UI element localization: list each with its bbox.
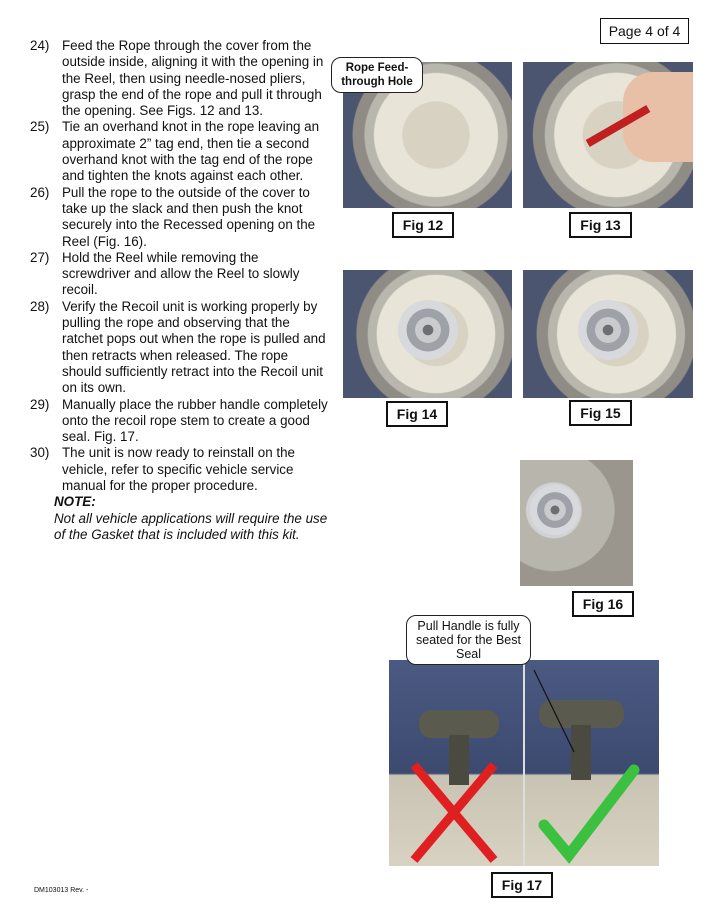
step-number: 30) (30, 445, 50, 461)
document-footer: DM103013 Rev. - (34, 887, 89, 894)
step-text: Verify the Recoil unit is working properly by pulling the rope and observing that the ratchet pops out when the rope is pulled and then retracts when released. The rope should sufficiently retract into the Recoil unit on its own. (62, 298, 326, 396)
fig12-label: Fig 12 (392, 212, 454, 238)
page-indicator: Page 4 of 4 (600, 18, 689, 44)
step-text: Manually place the rubber handle completely onto the recoil rope stem to create a good seal. Fig. 17. (62, 396, 328, 445)
step-27 (30, 250, 330, 299)
step-number: 24) (30, 38, 50, 53)
check-mark-icon (544, 770, 634, 855)
note-text: Not all vehicle applications will require the use of the Gasket that is included with this kit. (54, 510, 328, 542)
step-26 (30, 185, 330, 250)
step-number: 26) (30, 184, 50, 200)
step-text: Hold the Reel while removing the screwdriver and allow the Reel to slowly recoil. (62, 249, 300, 298)
fig15-photo (523, 270, 693, 398)
fig13-label: Fig 13 (569, 212, 632, 238)
step-25 (30, 119, 330, 184)
step-text: Tie an overhand knot in the rope leaving an approximate 2” tag end, then tie a second overhand knot with the tag end of the rope and tighten the knots against each other. (62, 119, 320, 184)
step-30 (30, 445, 330, 494)
step-number: 27) (30, 249, 50, 265)
note (54, 494, 330, 543)
instruction-steps (30, 38, 330, 543)
step-text: Pull the rope to the outside of the cover to take up the slack and then push the knot securely into the Recessed opening on the Reel (Fig. 16). (62, 184, 316, 249)
step-number: 28) (30, 298, 50, 314)
step-24 (30, 38, 330, 119)
fig13-photo (523, 62, 693, 208)
step-29 (30, 397, 330, 446)
step-28 (30, 299, 330, 397)
cross-mark-icon (389, 660, 659, 866)
pull-handle-callout: Pull Handle is fully seated for the Best Seal (406, 615, 531, 665)
step-text: Feed the Rope through the cover from the outside inside, aligning it with the opening in the Reel, then using needle-nosed pliers, grasp the end of the rope and pull it through the opening. See Figs. 12 and 13. (62, 38, 324, 119)
fig17-photo (389, 660, 659, 866)
step-number: 29) (30, 396, 50, 412)
step-number: 25) (30, 119, 50, 135)
step-text: The unit is now ready to reinstall on the vehicle, refer to specific vehicle service manual for the proper procedure. (62, 445, 295, 494)
note-title: NOTE: (54, 494, 96, 510)
fig15-label: Fig 15 (569, 400, 632, 426)
fig14-photo (343, 270, 512, 398)
rope-hole-callout: Rope Feed-through Hole (331, 57, 423, 93)
fig16-label: Fig 16 (572, 591, 634, 617)
fig17-label: Fig 17 (491, 872, 553, 898)
fig14-label: Fig 14 (386, 401, 448, 427)
fig16-photo (520, 460, 633, 586)
